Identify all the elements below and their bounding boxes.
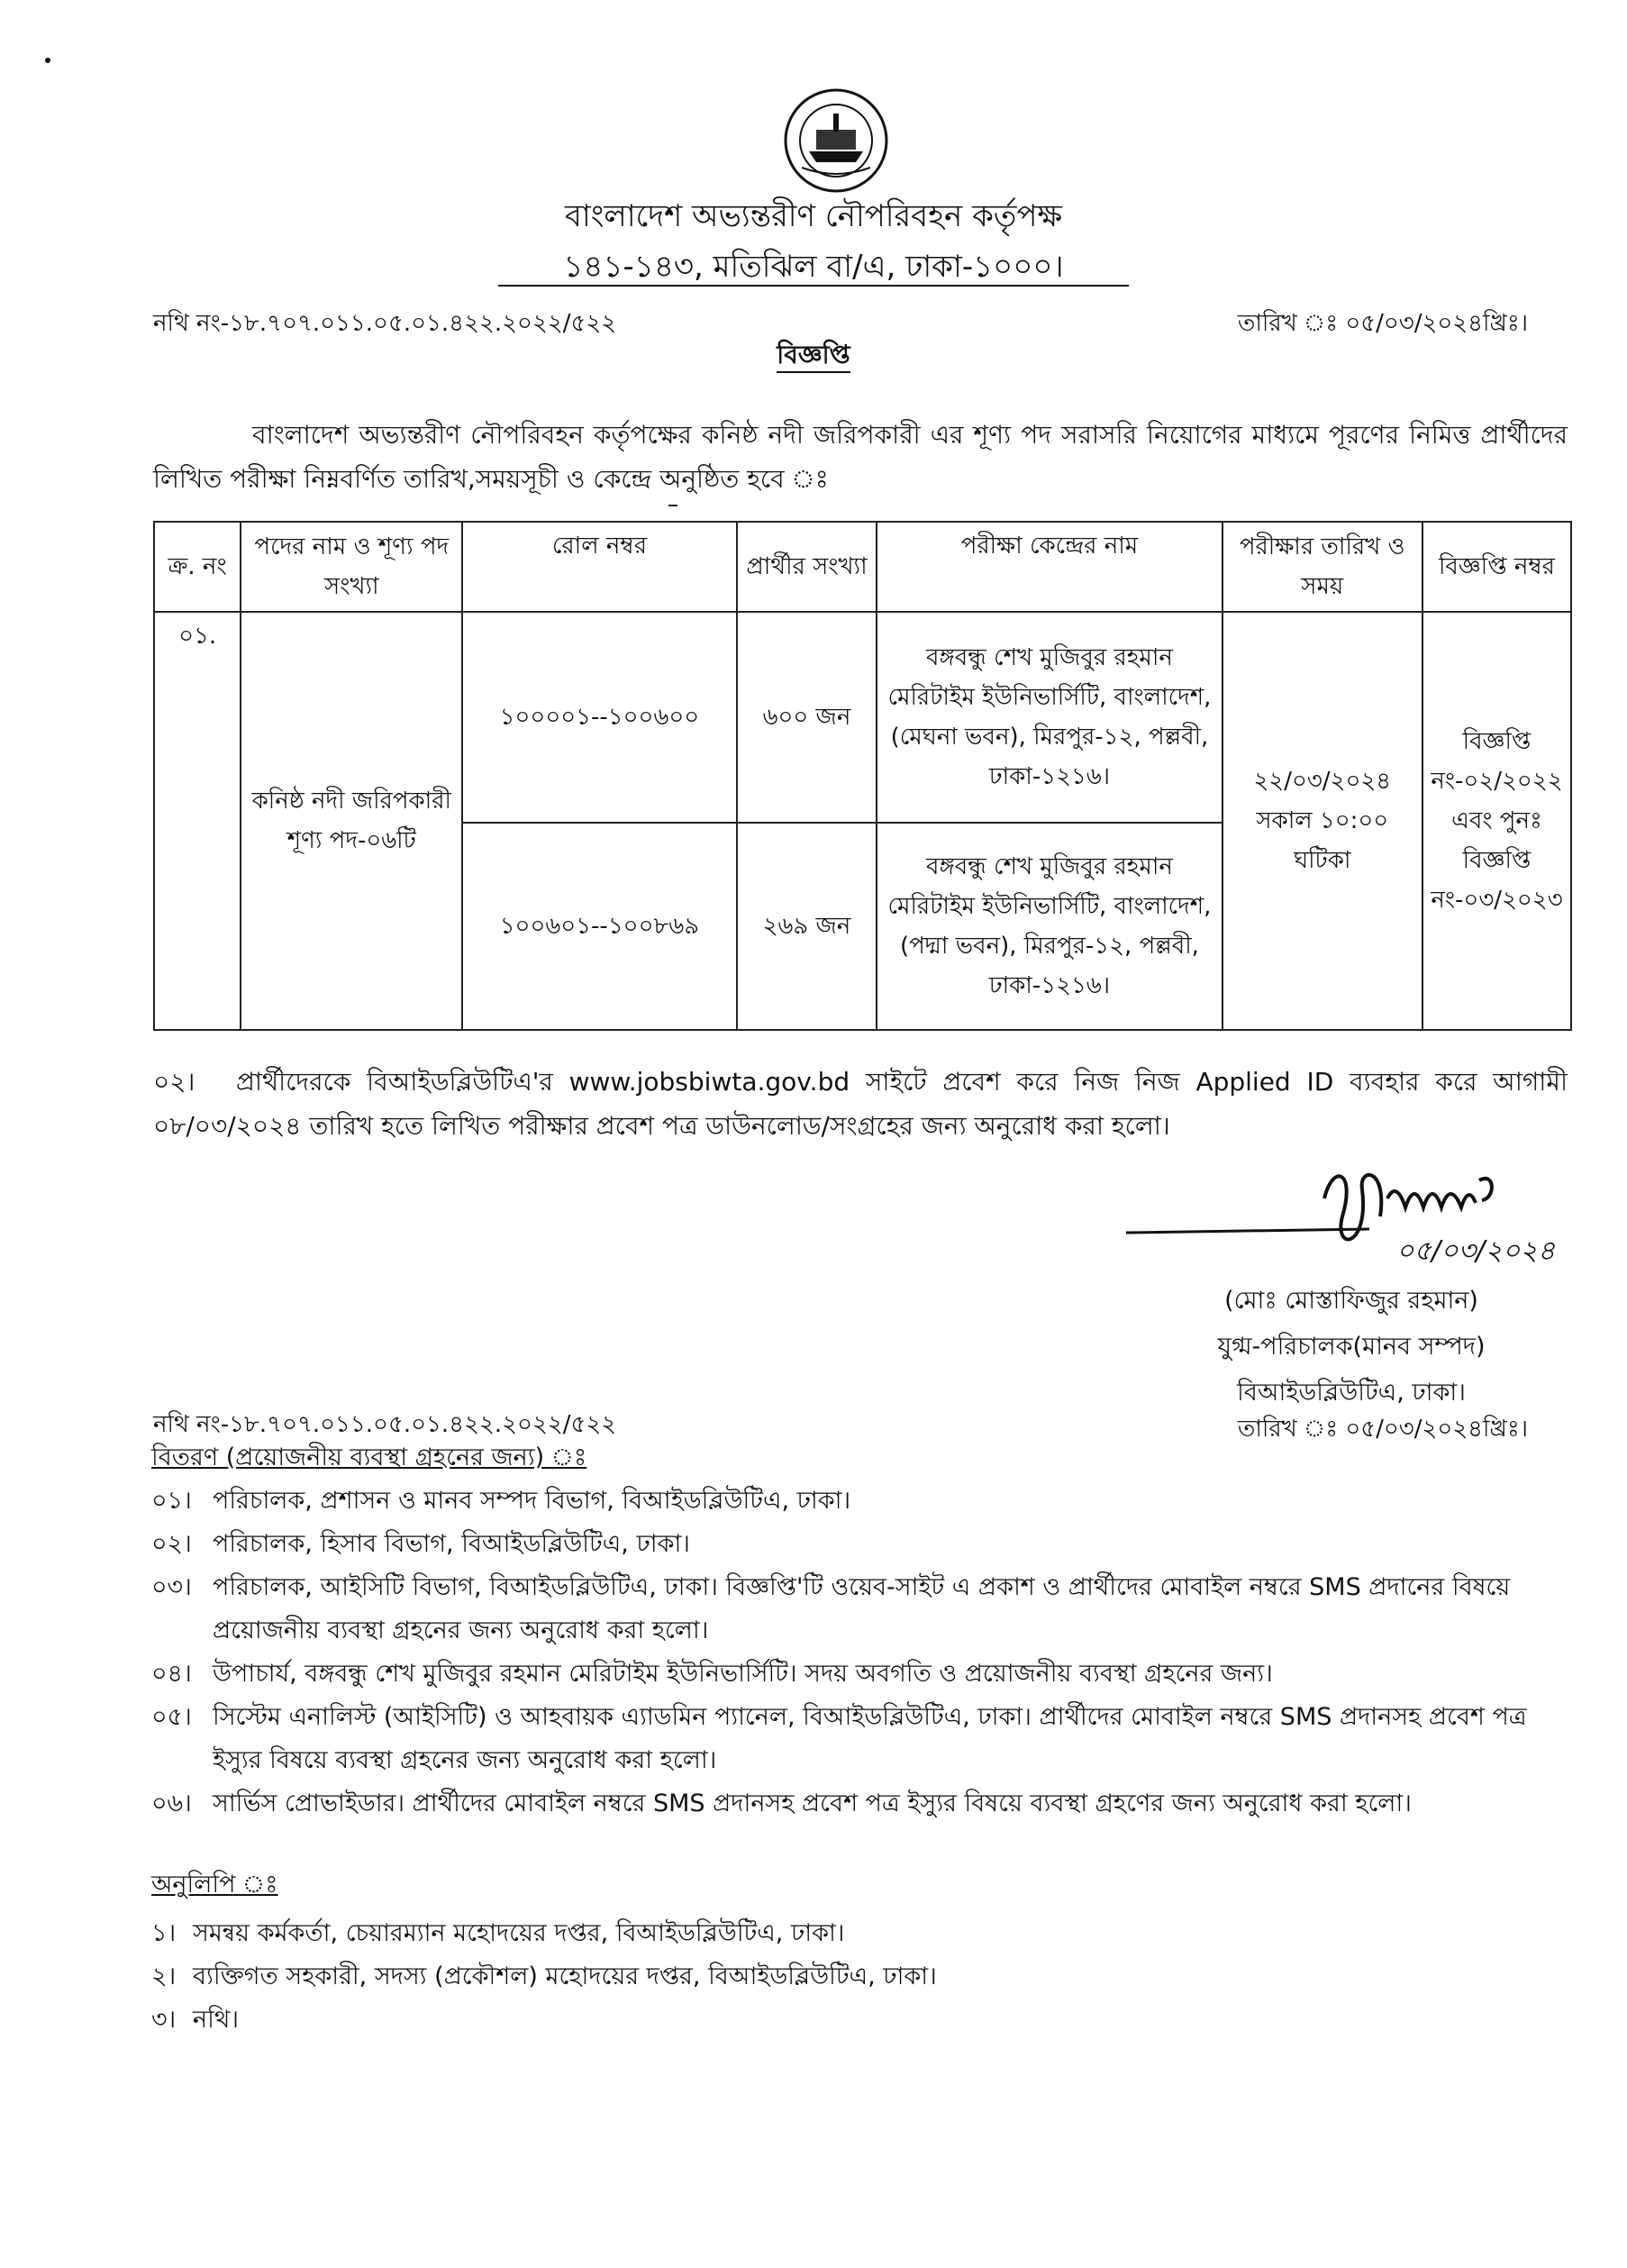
- cell-center-1: বঙ্গবন্ধু শেখ মুজিবুর রহমান মেরিটাইম ইউনিভার্সিটি, বাংলাদেশ, (মেঘনা ভবন), মিরপুর-১২, পল্লবী, ঢাকা-১২১৬।: [877, 612, 1222, 823]
- header-post: পদের নাম ও শূণ্য পদ সংখ্যা: [241, 522, 462, 612]
- memo-date: তারিখ ঃ ০৫/০৩/২০২৪খ্রিঃ।: [1237, 310, 1528, 337]
- header-center: পরীক্ষা কেন্দ্রের নাম: [877, 522, 1222, 612]
- list-item-text: পরিচালক, আইসিটি বিভাগ, বিআইডব্লিউটিএ, ঢাকা। বিজ্ঞপ্তি'টি ওয়েব-সাইট এ প্রকাশ ও প্রার্থীদের মোবাইল নম্বরে SMS প্রদানের বিষয়ে প্রয়োজনীয় ব্যবস্থা গ্রহনের জন্য অনুরোধ করা হলো।: [213, 1573, 1511, 1644]
- list-item: [151, 1653, 1575, 1696]
- list-item: [151, 1999, 1575, 2042]
- list-item-text: পরিচালক, প্রশাসন ও মানব সম্পদ বিভাগ, বিআইডব্লিউটিএ, ঢাকা।: [213, 1487, 851, 1515]
- signatory-office: বিআইডব্লিউটিএ, ঢাকা।: [1237, 1379, 1466, 1407]
- list-item: [151, 1782, 1575, 1826]
- list-item: [151, 1696, 1575, 1782]
- stray-mark: [668, 505, 677, 506]
- list-item-text: সার্ভিস প্রোভাইডার। প্রার্থীদের মোবাইল নম্বরে SMS প্রদানসহ প্রবেশ পত্র ইস্যুর বিষয়ে ব্যবস্থা গ্রহণের জন্য অনুরোধ করা হলো।: [213, 1790, 1412, 1817]
- cell-notice: বিজ্ঞপ্তি নং-০২/২০২২ এবং পুনঃ বিজ্ঞপ্তি নং-০৩/২০২৩: [1422, 612, 1571, 1030]
- list-item-num: ৩।: [151, 2006, 177, 2034]
- cell-center-2: বঙ্গবন্ধু শেখ মুজিবুর রহমান মেরিটাইম ইউনিভার্সিটি, বাংলাদেশ, (পদ্মা ভবন), মিরপুর-১২, পল্লবী, ঢাকা-১২১৬।: [877, 823, 1222, 1030]
- table-header-row: [154, 522, 1571, 612]
- list-item-num: ০৬।: [151, 1790, 192, 1817]
- point-2-text: প্রার্থীদেরকে বিআইডব্লিউটিএ'র www.jobsbiwta.gov.bd সাইটে প্রবেশ করে নিজ নিজ Applied ID ব্যবহার করে আগামী ০৮/০৩/২০২৪ তারিখ হতে লিখিত পরীক্ষার প্রবেশ পত্র ডাউনলোড/সংগ্রহের জন্য অনুরোধ করা হলো।: [153, 1067, 1568, 1141]
- header-serial: ক্র. নং: [154, 522, 241, 612]
- list-item-text: নথি।: [193, 2006, 239, 2034]
- signatory-designation: যুগ্ম-পরিচালক(মানব সম্পদ): [1217, 1333, 1486, 1361]
- copy-list: [151, 1863, 1575, 2042]
- cell-count-2: ২৬৯ জন: [737, 823, 877, 1030]
- cell-datetime: ২২/০৩/২০২৪ সকাল ১০:০০ ঘটিকা: [1223, 612, 1422, 1030]
- signature-icon: [1126, 1162, 1577, 1280]
- list-item-text: উপাচার্য, বঙ্গবন্ধু শেখ মুজিবুর রহমান মেরিটাইম ইউনিভার্সিটি। সদয় অবগতি ও প্রয়োজনীয় ব্যবস্থা গ্রহনের জন্য।: [213, 1660, 1273, 1688]
- distribution-heading: বিতরণ (প্রয়োজনীয় ব্যবস্থা গ্রহনের জন্য) ঃ: [151, 1444, 587, 1471]
- list-item-num: ২।: [151, 1963, 177, 1990]
- list-item-num: ১।: [151, 1919, 177, 1947]
- signatory-name: (মোঃ মোস্তাফিজুর রহমান): [1224, 1287, 1478, 1315]
- scan-speck: [45, 58, 50, 63]
- list-item-text: সমন্বয় কর্মকর্তা, চেয়ারম্যান মহোদয়ের দপ্তর, বিআইডব্লিউটিএ, ঢাকা।: [193, 1919, 845, 1947]
- cell-roll-2: ১০০৬০১--১০০৮৬৯: [462, 823, 736, 1030]
- list-item-num: ০৩।: [151, 1573, 192, 1601]
- list-item: [151, 1955, 1575, 1999]
- memo-ref-no: নথি নং-১৮.৭০৭.০১১.০৫.০১.৪২২.২০২২/৫২২: [153, 310, 617, 337]
- cell-post: কনিষ্ঠ নদী জরিপকারী শূণ্য পদ-০৬টি: [241, 612, 462, 1030]
- distribution-list: [151, 1436, 1575, 1826]
- list-item-num: ০১।: [151, 1487, 192, 1515]
- address-underline: [498, 285, 1129, 287]
- list-item-text: পরিচালক, হিসাব বিভাগ, বিআইডব্লিউটিএ, ঢাকা।: [213, 1530, 690, 1558]
- header-datetime: পরীক্ষার তারিখ ও সময়: [1223, 522, 1422, 612]
- exam-schedule-table: [153, 521, 1572, 1031]
- copy-heading: অনুলিপি ঃ: [151, 1871, 278, 1899]
- biwta-seal-icon: [782, 87, 890, 195]
- distribution-ref-no: নথি নং-১৮.৭০৭.০১১.০৫.০১.৪২২.২০২২/৫২২: [153, 1411, 617, 1438]
- header-notice: বিজ্ঞপ্তি নম্বর: [1422, 522, 1571, 612]
- distribution-date: তারিখ ঃ ০৫/০৩/২০২৪খ্রিঃ।: [1237, 1416, 1528, 1443]
- notice-title: [0, 335, 1627, 378]
- point-2-num: ০২।: [153, 1067, 195, 1097]
- list-item: [151, 1566, 1575, 1653]
- list-item: [151, 1912, 1575, 1955]
- signature-date: ০৫/০৩/২০২৪: [1396, 1235, 1556, 1267]
- signatory-block: [1117, 1278, 1586, 1416]
- organization-address: ১৪১-১৪৩, মতিঝিল বা/এ, ঢাকা-১০০০।: [563, 249, 1064, 285]
- intro-text: বাংলাদেশ অভ্যন্তরীণ নৌপরিবহন কর্তৃপক্ষের কনিষ্ঠ নদী জরিপকারী এর শূণ্য পদ সরাসরি নিয়োগের মাধ্যমে পূরণের নিমিত্ত প্রার্থীদের লিখিত পরীক্ষা নিম্নবর্ণিত তারিখ,সময়সূচী ও কেন্দ্রে অনুষ্ঠিত হবে ঃ: [153, 420, 1568, 494]
- list-item-num: ০২।: [151, 1530, 192, 1558]
- list-item-num: ০৪।: [151, 1660, 192, 1688]
- notice-title-text: বিজ্ঞপ্তি: [777, 340, 850, 373]
- header-count: প্রার্থীর সংখ্যা: [737, 522, 877, 612]
- list-item-num: ০৫।: [151, 1703, 192, 1731]
- intro-paragraph: [153, 413, 1568, 501]
- cell-count-1: ৬০০ জন: [737, 612, 877, 823]
- cell-serial: ০১.: [154, 612, 241, 1030]
- table-row: [154, 612, 1571, 823]
- organization-name: বাংলাদেশ অভ্যন্তরীণ নৌপরিবহন কর্তৃপক্ষ: [564, 198, 1063, 234]
- list-item-text: ব্যক্তিগত সহকারী, সদস্য (প্রকৌশল) মহোদয়ের দপ্তর, বিআইডব্লিউটিএ, ঢাকা।: [193, 1963, 937, 1990]
- point-2: [153, 1060, 1568, 1148]
- list-item: [151, 1523, 1575, 1566]
- cell-roll-1: ১০০০০১--১০০৬০০: [462, 612, 736, 823]
- list-item: [151, 1480, 1575, 1523]
- header-roll: রোল নম্বর: [462, 522, 736, 612]
- list-item-text: সিস্টেম এনালিস্ট (আইসিটি) ও আহবায়ক এ্যাডমিন প্যানেল, বিআইডব্লিউটিএ, ঢাকা। প্রার্থীদের মোবাইল নম্বরে SMS প্রদানসহ প্রবেশ পত্র ইস্যুর বিষয়ে ব্যবস্থা গ্রহনের জন্য অনুরোধ করা হলো।: [213, 1703, 1527, 1774]
